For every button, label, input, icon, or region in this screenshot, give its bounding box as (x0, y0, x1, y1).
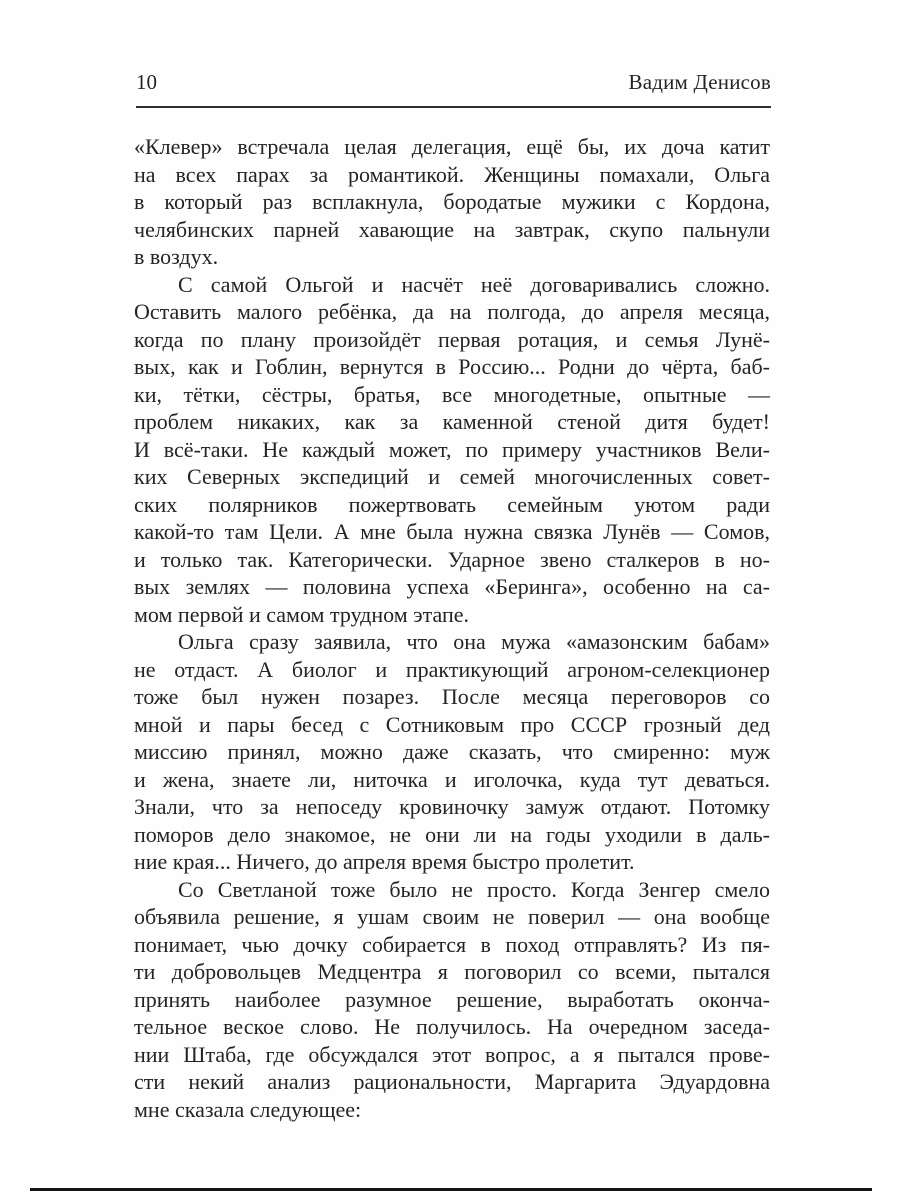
text-line: какой-то там Цели. А мне была нужна связка Лунёв — Сомов, (134, 519, 770, 544)
text-line: ских полярников пожертвовать семейным уютом ради (134, 491, 770, 517)
text-line: в который раз всплакнула, бородатые мужики с Кордона, (134, 189, 770, 214)
text-line: мне сказала следующее: (134, 1096, 362, 1122)
text-line: челябинских парней хавающие на завтрак, скупо пальнули (134, 216, 770, 242)
text-line: поморов дело знакомое, не они ли на годы уходили в даль- (134, 821, 770, 847)
text-line: понимает, чью дочку собирается в поход отправлять? Из пя- (134, 931, 770, 957)
text-line: и жена, знаете ли, ниточка и иголочка, куда тут деваться. (134, 766, 770, 792)
text-line: мной и пары бесед с Сотниковым про СССР грозный дед (134, 711, 770, 737)
text-line: на всех парах за романтикой. Женщины помахали, Ольга (134, 161, 770, 187)
text-line: Знали, что за непоседу кровиночку замуж отдают. Потомку (134, 794, 770, 819)
text-line: Ольга сразу заявила, что она мужа «амазонским бабам» (178, 629, 770, 654)
text-line: когда по плану произойдёт первая ротация, и семья Лунё- (134, 326, 770, 352)
text-line: сти некий анализ рациональности, Маргарита Эдуардовна (134, 1069, 770, 1094)
page-body (134, 133, 770, 1123)
text-line: не отдаст. А биолог и практикующий агроном-селекционер (134, 656, 770, 682)
text-line: и только так. Категорически. Ударное звено сталкеров в но- (134, 546, 770, 572)
text-line: объявила решение, я ушам своим не поверил — она вообще (134, 904, 770, 929)
text-line: тоже был нужен позарез. После месяца переговоров со (134, 684, 770, 709)
text-line: нии Штаба, где обсуждался этот вопрос, а я пытался прове- (134, 1041, 770, 1067)
paragraph (134, 271, 770, 629)
text-line: ких Северных экспедиций и семей многочисленных совет- (134, 464, 770, 489)
paragraph (134, 628, 770, 876)
text-line: С самой Ольгой и насчёт неё договаривались сложно. (178, 271, 770, 297)
text-line: тельное веское слово. Не получилось. На очередном заседа- (134, 1014, 770, 1039)
author-name: Вадим Денисов (628, 70, 771, 94)
text-line: миссию принял, можно даже сказать, что смиренно: муж (134, 739, 770, 764)
header-rule (136, 106, 771, 108)
running-header (136, 70, 771, 94)
text-line: проблем никаких, как за каменной стеной дитя будет! (134, 409, 770, 434)
paragraph (134, 876, 770, 1124)
text-line: Со Светланой тоже было не просто. Когда Зенгер смело (178, 876, 770, 902)
page-number: 10 (136, 70, 157, 94)
text-line: ти добровольцев Медцентра я поговорил со всеми, пытался (134, 959, 770, 984)
text-line: ние края... Ничего, до апреля время быстро пролетит. (134, 849, 635, 874)
text-line: в воздух. (134, 244, 219, 269)
paragraph (134, 133, 770, 271)
text-line: Оставить малого ребёнка, да на полгода, до апреля месяца, (134, 299, 770, 324)
text-line: мом первой и самом трудном этапе. (134, 601, 469, 627)
text-line: принять наиболее разумное решение, выработать оконча- (134, 986, 770, 1012)
text-line: И всё-таки. Не каждый может, по примеру участников Вели- (134, 436, 770, 462)
text-line: вых землях — половина успеха «Беринга», особенно на са- (134, 574, 770, 599)
text-line: вых, как и Гоблин, вернутся в Россию... Родни до чёрта, баб- (134, 354, 770, 379)
page-bottom-edge-line (30, 1188, 872, 1191)
text-line: ки, тётки, сёстры, братья, все многодетные, опытные — (134, 381, 770, 407)
text-line: «Клевер» встречала целая делегация, ещё бы, их доча катит (134, 134, 770, 159)
